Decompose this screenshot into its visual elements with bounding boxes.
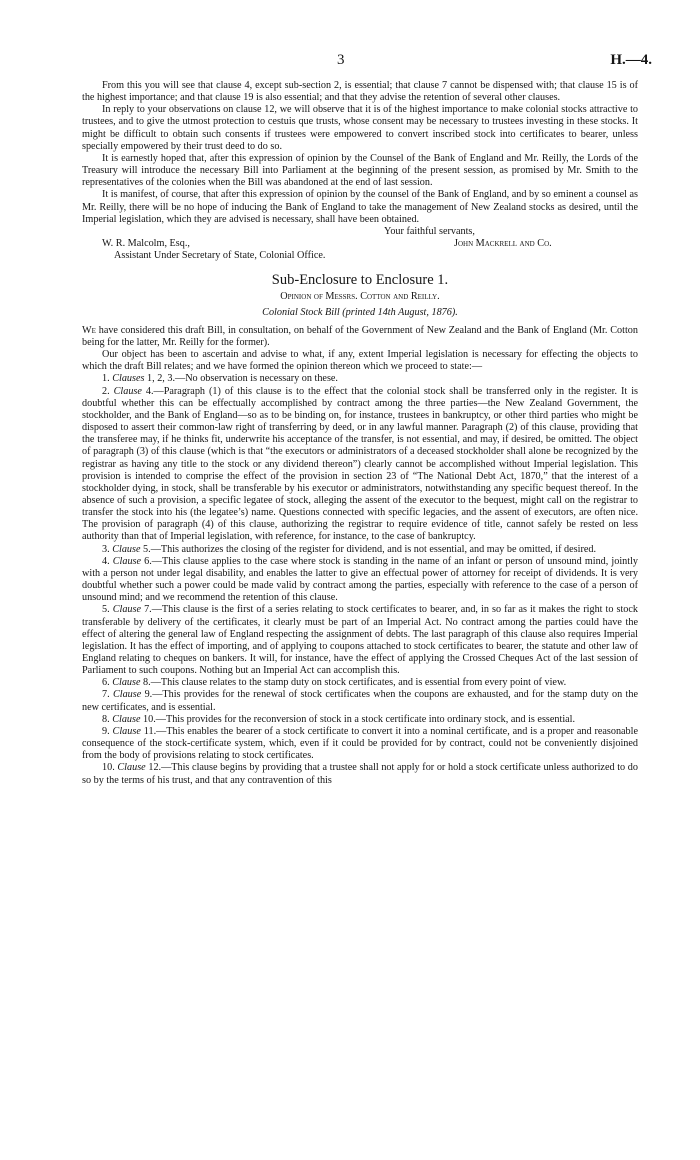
clause-text: 5.—This authorizes the closing of the register for dividend, and is not essential, and may be omitted, if desired. xyxy=(140,543,596,555)
letter-paragraph: It is manifest, of course, that after this expression of opinion by the counsel of the Bank of England, and by so eminent a counsel as Mr. Reilly, there will be no hope of inducing the Bank of England to take the management of New Zealand stocks as desired, until the Imperial legislation, which they are advised is necessary, shall have been obtained. xyxy=(82,189,638,225)
clause-text: 7.—This clause is the first of a series relating to stock certificates to bearer, and, in so far as it makes the right to stock transferable by delivery of the certificates, it clearly must be part of an Imperial Act. No contract among the parties could have the effect of altering the general law of England respecting the assignment of debts. The last paragraph of this clause also requires Imperial legislation. It has the effect of importing, and of applying to coupons attached to stock certificates to bearer, the statute and other law of England relating to cheques on bankers. It will, for instance, have the effect of applying the Crossed Cheques Act of the last session of Parliament to such coupons. Nothing but an Imperial Act can accomplish this. xyxy=(82,604,639,677)
opinion-intro-text: have considered this draft Bill, in consultation, on behalf of the Government of New Zealand and the Bank of England (Mr. Cotton being for the latter, Mr. Reilly for the former). xyxy=(82,324,638,348)
page-body xyxy=(82,80,638,787)
clause-number: 6. xyxy=(102,677,110,689)
clause-heading: Clause xyxy=(113,385,142,397)
clause-number: 4. xyxy=(102,555,110,567)
clause-paragraph xyxy=(82,556,638,605)
opinion-heading: Opinion of Messrs. Cotton and Reilly. xyxy=(280,291,440,303)
clause-paragraph xyxy=(82,726,638,762)
clause-number: 9. xyxy=(102,725,110,737)
opinion-intro-paragraph xyxy=(82,325,638,349)
clause-paragraph xyxy=(82,689,638,713)
clause-text: 8.—This clause relates to the stamp duty on stock certificates, and is essential from every point of view. xyxy=(140,677,567,689)
clause-text: 10.—This provides for the reconversion of stock in a stock certificate into ordinary stock, and is essential. xyxy=(140,713,576,725)
opening-word: We xyxy=(82,324,96,336)
opinion-object-paragraph: Our object has been to ascertain and advise to what, if any, extent Imperial legislation is necessary for effecting the objects to which the draft Bill relates; and we have formed the opinion thereon which we proceed to state:— xyxy=(82,349,638,373)
clause-heading: Clause xyxy=(112,713,141,725)
clause-text: 4.—Paragraph (1) of this clause is to the effect that the colonial stock shall be transferred only in the register. It is doubtful whether this can be effectually accomplished by contract among the three parties—the New Zealand Government, the stockholder, and the Bank of England—so as to be binding on, for instance, trustees in bankruptcy, or other third parties who might be disposed to assert their common-law right of transferring by deed, or in any lawful manner. Paragraph (2) of this clause, providing that the transferee may, if he thinks fit, underwrite his acceptance of the transfer, is not essential, and may, if desired, be omitted. The object of paragraph (3) of this clause (which is that “the executors or administrators of a deceased stockholder shall alone be recognized by the registrar as having any title to the stock or any dividend thereon”) clearly cannot be accomplished without Imperial legislation. This provision is intended to comprise the effect of the provision in section 23 of “The National Debt Act, 1870,” that the interest of a stockholder dying, in stock, shall be transferable by his executor or administrators, notwithstanding any specific bequest thereof. In the absence of such a provision, a specific legatee of stock, alleging the assent of the executor to the bequest, might call on the registrar to transfer the stock into his (the legatee’s) name. Questions connected with specific legacies, and the assent of executors, are often nice. The provision of paragraph (4) of this clause, authorizing the registrar to require evidence of title, cannot safely be rested on less authority than that of Imperial legislation, with reference, for instance, to the case of bankruptcy. xyxy=(82,385,639,543)
signatory-name: John Mackrell and Co. xyxy=(454,238,552,250)
clause-paragraph xyxy=(82,544,638,556)
clause-paragraph xyxy=(82,386,638,544)
clause-heading: Clause xyxy=(112,725,141,737)
clause-text: 12.—This clause begins by providing that a trustee shall not apply for or hold a stock certificate unless authorized to do so by the terms of his trust, and that any contravention of this xyxy=(82,762,638,786)
clause-paragraph xyxy=(82,373,638,385)
clause-number: 3. xyxy=(102,543,110,555)
clause-number: 2. xyxy=(102,385,110,397)
clause-paragraph xyxy=(82,762,638,786)
clause-paragraph xyxy=(82,677,638,689)
page-number: 3 xyxy=(337,52,345,68)
recipient-line xyxy=(82,238,638,250)
clause-text: 1, 2, 3.—No observation is necessary on these. xyxy=(144,373,338,385)
clause-heading: Clauses xyxy=(112,373,145,385)
clause-number: 5. xyxy=(102,604,110,616)
clause-number: 10. xyxy=(102,762,115,774)
valediction-line xyxy=(82,226,638,238)
page-header xyxy=(0,52,700,72)
clause-text: 9.—This provides for the renewal of stock certificates when the coupons are exhausted, and for the stamp duty on the new certificates, and is essential. xyxy=(82,689,638,713)
document-reference: H.—4. xyxy=(610,52,652,68)
clause-heading: Clause xyxy=(112,604,142,616)
letter-paragraph: It is earnestly hoped that, after this expression of opinion by the Counsel of the Bank of England and Mr. Reilly, the Lords of the Treasury will introduce the necessary Bill into Parliament at the beginning of the present session, as promised by Mr. Smith to the representatives of the colonies when the Bill was abandoned at the end of last session. xyxy=(82,152,638,189)
clause-number: 7. xyxy=(102,689,110,701)
clause-list xyxy=(82,373,638,786)
recipient-name: W. R. Malcolm, Esq., xyxy=(102,238,190,250)
clause-paragraph xyxy=(82,714,638,726)
clause-text: 11.—This enables the bearer of a stock certificate to convert it into a nominal certificate, and is a proper and reasonable consequence of the stock-certificate system, which, even if it could be provided for by contract, could not be conveniently disjoined from the body of provisions relating to stock certificates. xyxy=(82,725,639,762)
clause-number: 8. xyxy=(102,713,110,725)
clause-paragraph xyxy=(82,604,638,677)
clause-heading: Clause xyxy=(112,677,141,689)
sub-enclosure-title: Sub-Enclosure to Enclosure 1. xyxy=(271,272,449,289)
recipient-title: Assistant Under Secretary of State, Colonial Office. xyxy=(114,250,326,262)
letter-paragraph: In reply to your observations on clause 12, we will observe that it is of the highest importance to make colonial stocks attractive to trustees, and to give the utmost protection to cestuis que trusts, whose consent may be necessary to trustees investing in these stocks. It might be difficult to obtain such consents if trustees were empowered to convert inscribed stock into certificates to bearer, unless specially empowered by their trust deed to do so. xyxy=(82,104,638,152)
clause-heading: Clause xyxy=(112,543,141,555)
clause-number: 1. xyxy=(102,373,110,385)
clause-heading: Clause xyxy=(112,689,142,701)
valediction: Your faithful servants, xyxy=(384,225,475,237)
clause-heading: Clause xyxy=(117,762,146,774)
clause-text: 6.—This clause applies to the case where stock is standing in the name of an infant or person of unsound mind, jointly with a person not under legal disability, and enables the latter to give an effectual power of attorney for receipt of dividends. It is very doubtful whether such a power could be made valid by contract among the parties, especially with reference to the case of a person of unsound mind; and we recommend the retention of this clause. xyxy=(82,555,638,604)
bill-heading: Colonial Stock Bill (printed 14th August, 1876). xyxy=(262,306,458,318)
letter-paragraph: From this you will see that clause 4, except sub-section 2, is essential; that clause 7 cannot be dispensed with; that clause 15 is of the highest importance; and that clause 19 is also essential; and that they advise the retention of several other clauses. xyxy=(82,80,638,104)
clause-heading: Clause xyxy=(112,555,142,567)
